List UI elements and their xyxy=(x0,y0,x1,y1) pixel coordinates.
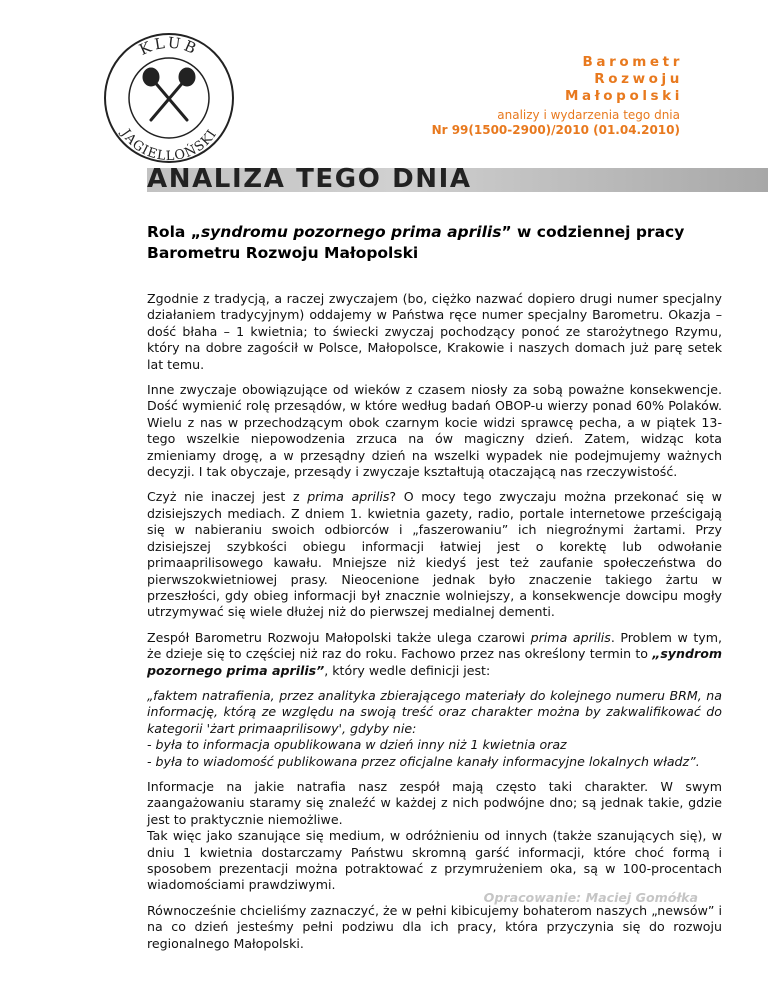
section-title: ANALIZA TEGO DNIA xyxy=(147,164,472,194)
paragraph: Zespół Barometru Rozwoju Małopolski także ulega czarowi prima aprilis. Problem w tym, że dzieje się to częściej niż raz do roku. Fachowo przez nas określony termin to „syndrom pozornego prima aprilis”, który wedle definicji jest: xyxy=(147,629,723,678)
header-line-barometr: Barometr xyxy=(582,54,683,70)
klub-jagiellonski-logo xyxy=(101,30,237,166)
svg-text:JAGIELLOŃSKI xyxy=(117,125,221,164)
header-subtitle: analizy i wydarzenia tego dnia xyxy=(497,108,680,122)
issue-number: Nr 99(1500-2900)/2010 (01.04.2010) xyxy=(431,123,680,137)
article-body xyxy=(147,291,722,961)
paragraph: Informacje na jakie natrafia nasz zespół mają często taki charakter. W swym zaangażowaniu staramy się znaleźć w każdej z nich podwójne dno; są jednak takie, gdzie jest to praktycznie niemożliwe. xyxy=(147,778,722,827)
logo-text-top: KLUB xyxy=(136,33,202,59)
header-line-malopolski: Małopolski xyxy=(564,88,683,104)
author-signature: Opracowanie: Maciej Gomółka xyxy=(483,890,698,905)
article-title: Rola „syndromu pozornego prima aprilis” w codziennej pracy Barometru Rozwoju Małopolski xyxy=(147,223,685,262)
definition-quote: „faktem natrafienia, przez analityka zbierającego materiały do kolejnego numeru BRM, na informację, którą ze względu na swoją treść oraz charakter można by zakwalifikować do kategorii 'żart primaaprilisowy', gdyby nie: - była to informacja opublikowana w dzień inny niż 1 kwietnia oraz - była to wiadomość publikowana przez oficjalne kanały informacyjne lokalnych władz”. xyxy=(147,687,722,769)
paragraph: Zgodnie z tradycją, a raczej zwyczajem (bo, ciężko nazwać dopiero drugi numer specjalny działaniem tradycyjnym) oddajemy w Państwa ręce numer specjalny Barometru. Okazja – dość błaha – 1 kwietnia; to świecki zwyczaj pochodzący ponoć ze starożytnego Rzymu, który na dobre zagościł w Polsce, Małopolsce, Krakowie i naszych domach już parę setek lat temu. xyxy=(147,291,722,372)
paragraph: Inne zwyczaje obowiązujące od wieków z czasem niosły za sobą poważne konsekwencje. Dość wymienić rolę przesądów, w które według badań OBOP-u wierzy ponad 60% Polaków. Wielu z nas w przechodzącym obok czarnym kocie widzi sprawcę pecha, a w piątek 13-tego wszelkie niepowodzenia zrzuca na ów magiczny dzień. Zatem, widząc kota zmieniamy drogę, a w przesądny dzień na wszelki wypadek nie podejmujemy ważnych decyzji. I tak obyczaje, przesądy i zwyczaje kształtują otaczającą nas rzeczywistość. xyxy=(147,382,722,480)
paragraph: Czyż nie inaczej jest z prima aprilis? O mocy tego zwyczaju można przekonać się w dzisiejszych mediach. Z dniem 1. kwietnia gazety, radio, portale internetowe prześcigają się w nabieraniu swoich odbiorców i „faszerowaniu” ich niegroźnymi żartami. Przy dzisiejszej szybkości obiegu informacji łatwiej jest o korektę lub odwołanie primaaprilisowego kawału. Mniejsze niż kiedyś jest też zaufanie społeczeństwa do pierwszokwietniowej prasy. Nieocenione jednak było znaczenie takiego żartu w przeszłości, gdy obieg informacji był znacznie wolniejszy, a konsekwencje dowcipu mogły utrzymywać się wiele dłużej niż do pierwszej medialnej dementi. xyxy=(147,489,722,620)
paragraph: Równocześnie chcieliśmy zaznaczyć, że w pełni kibicujemy bohaterom naszych „newsów” i na co dzień jesteśmy pełni podziwu dla ich pracy, która przyczynia się do rozwoju regionalnego Małopolski. xyxy=(147,902,722,951)
header xyxy=(431,54,683,138)
logo-text-bottom: JAGIELLOŃSKI xyxy=(117,126,221,165)
crossed-maces-icon xyxy=(144,69,194,120)
paragraph: Tak więc jako szanujące się medium, w odróżnieniu od innych (także szanujących się), w dniu 1 kwietnia dostarczamy Państwu skromną garść informacji, które choć formą i sposobem prezentacji można potraktować z przymrużeniem oka, są w 100-procentach wiadomościami prawdziwymi. xyxy=(147,828,722,893)
header-line-rozwoju: Rozwoju xyxy=(594,71,683,87)
